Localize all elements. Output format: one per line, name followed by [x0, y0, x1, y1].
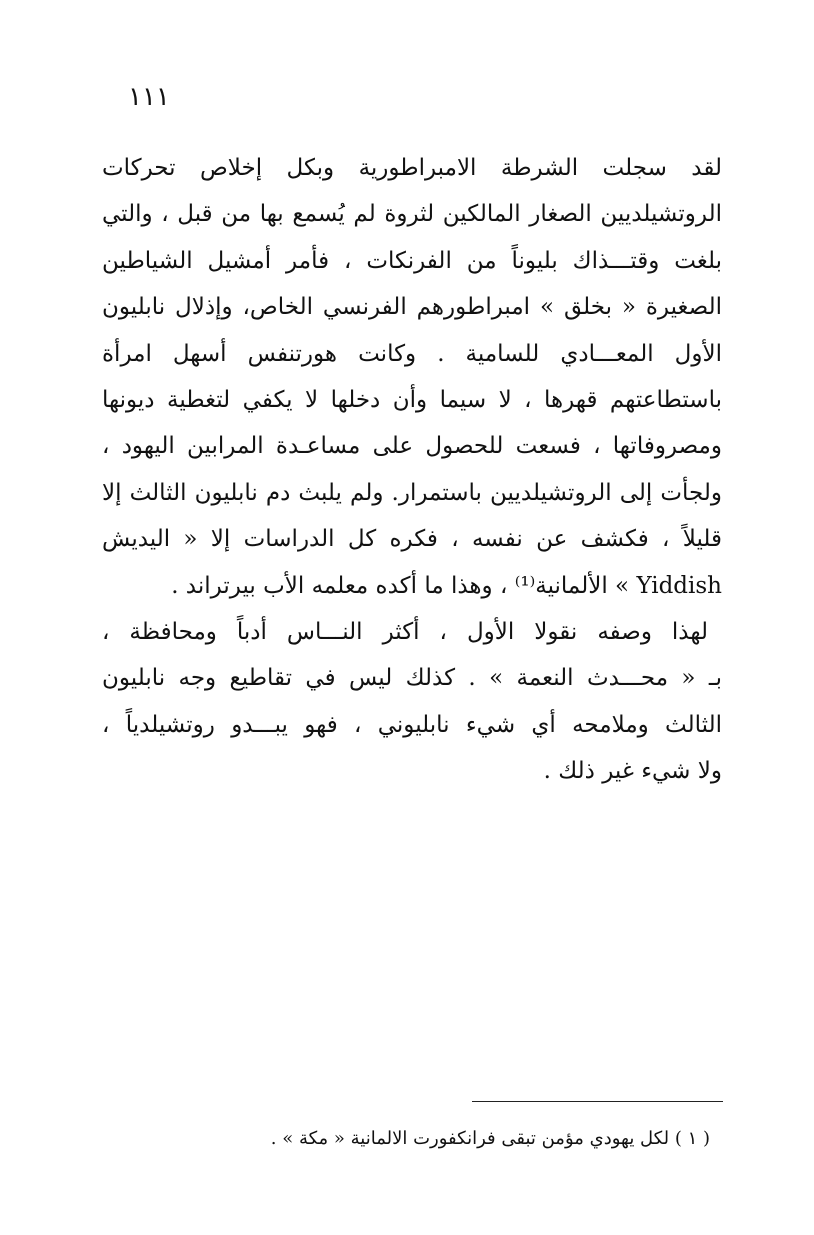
page-number: ١١١ [128, 82, 170, 112]
text-line: الثالث وملامحه أي شيء نابليوني ، فهو يبـــدو روتشيلدياً ، [102, 711, 722, 738]
text-line: الأول المعـــادي للسامية . وكانت هورتنفس أسهل امرأة [102, 340, 722, 367]
text-line: ولجأت إلى الروتشيلديين باستمرار. ولم يلبث دم نابليون الثالث إلا [102, 479, 722, 506]
text-line: بـ « محـــدث النعمة » . كذلك ليس في تقاطيع وجه نابليون [102, 665, 722, 692]
text-line: باستطاعتهم قهرها ، لا سيما وأن دخلها لا يكفي لتغطية ديونها [102, 386, 722, 413]
text-line: الروتشيلديين الصغار المالكين لثروة لم يُسمع بها من قبل ، والتي [102, 201, 722, 228]
text-line: Yiddish » الألمانية⁽¹⁾ ، وهذا ما أكده معلمه الأب بيرتراند . [171, 572, 722, 599]
footnote-divider [472, 1101, 723, 1102]
text-line: لقد سجلت الشرطة الامبراطورية وبكل إخلاص تحركات [102, 155, 722, 181]
text-line: الصغيرة « بخلق » امبراطورهم الفرنسي الخاص، وإذلال نابليون [102, 294, 722, 321]
text-line: ولا شيء غير ذلك . [543, 758, 722, 785]
text-line: قليلاً ، فكشف عن نفسه ، فكره كل الدراسات إلا « اليديش [102, 526, 722, 553]
text-line: بلغت وقتـــذاك بليوناً من الفرنكات ، فأمر أمشيل الشياطين [102, 247, 722, 274]
body-text [102, 145, 722, 794]
text-line: ومصروفاتها ، فسعت للحصول على مساعـدة المرابين اليهود ، [102, 433, 722, 460]
text-line: لهذا وصفه نقولا الأول ، أكثر النـــاس أدباً ومحافظة ، [102, 618, 708, 645]
footnote: ( ١ ) لكل يهودي مؤمن تبقى فرانكفورت الالمانية « مكة » . [270, 1128, 710, 1149]
